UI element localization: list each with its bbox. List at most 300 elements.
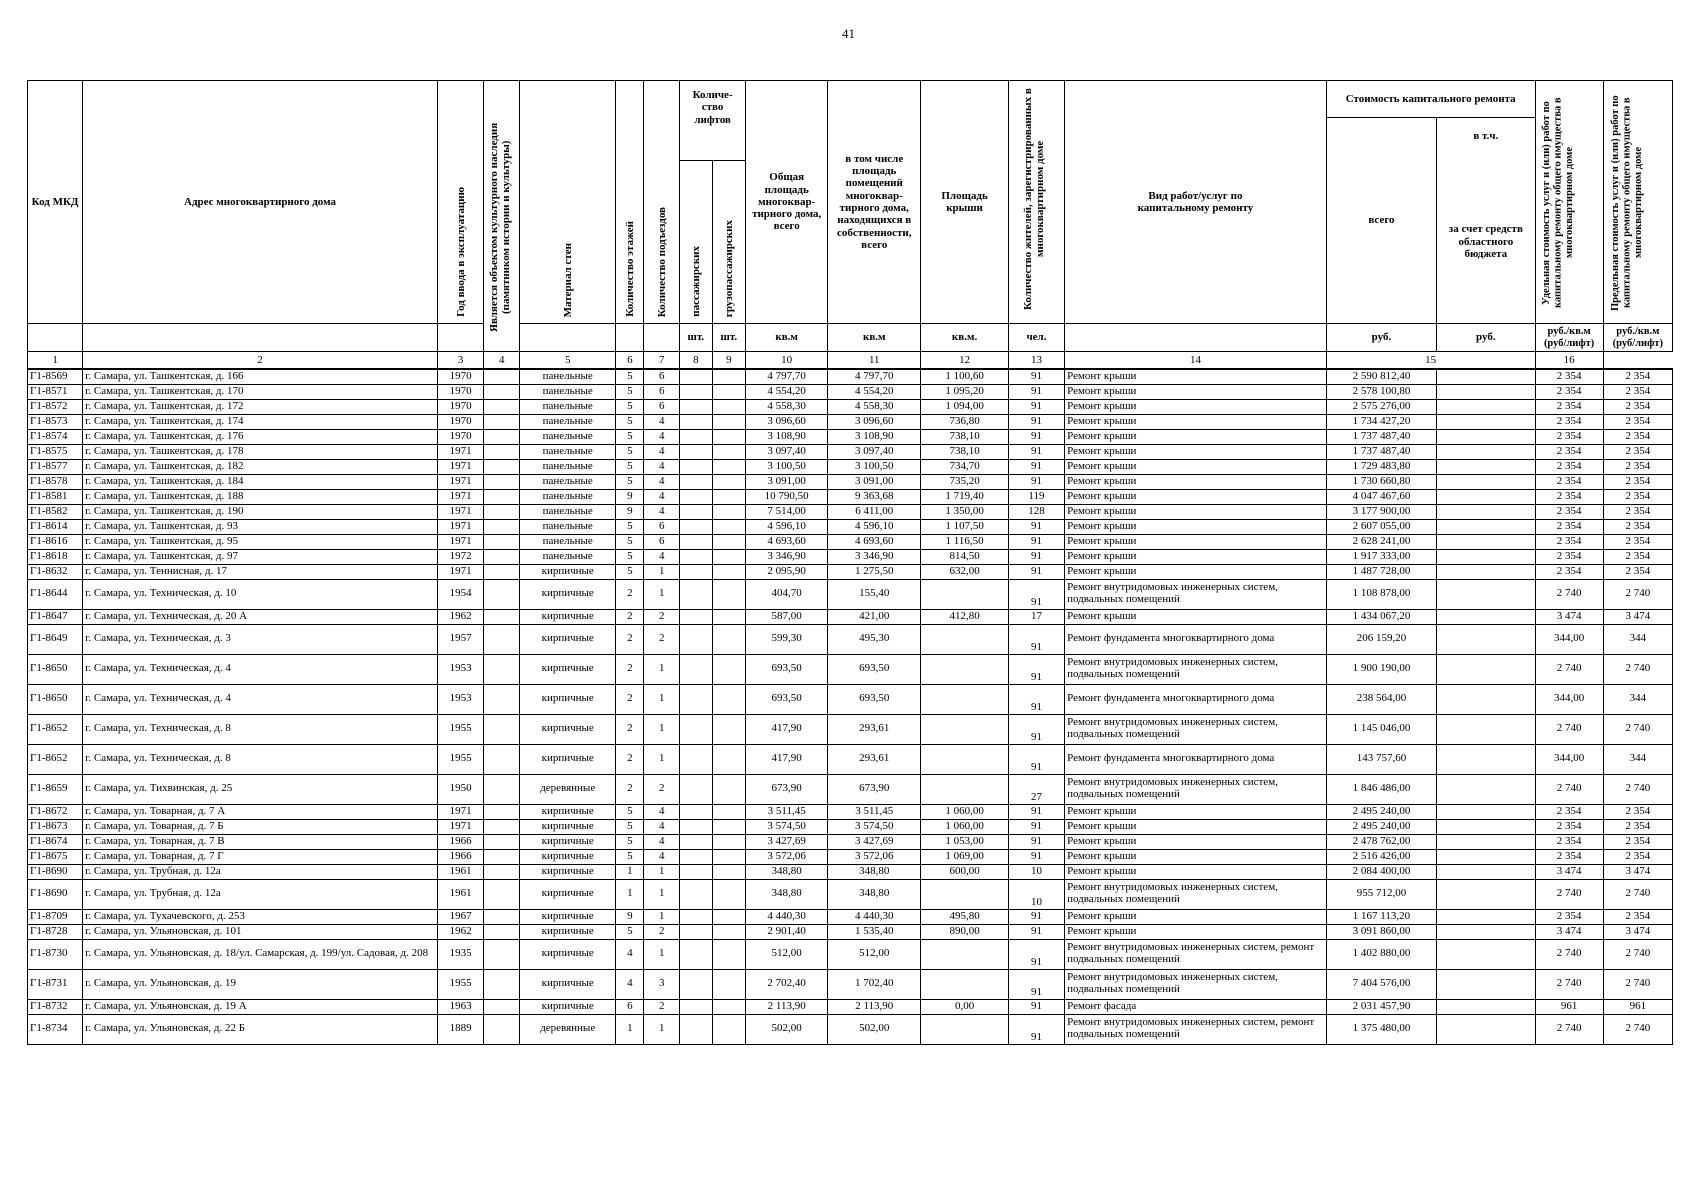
cell-unit-cost: 2 354 (1535, 474, 1603, 489)
cell-unit-cost: 2 354 (1535, 534, 1603, 549)
cell-entrances: 2 (644, 774, 680, 804)
cell-year: 1955 (437, 714, 484, 744)
header-residents: Количество жителей, зарегистрированных в многоквартирном доме (1008, 81, 1064, 324)
cell-cost-regional (1437, 834, 1535, 849)
table-row (28, 489, 1673, 504)
cell-address: г. Самара, ул. Товарная, д. 7 Г (83, 849, 438, 864)
cell-work-type: Ремонт крыши (1065, 534, 1327, 549)
cell-lifts-pass (680, 924, 712, 939)
cell-total-area: 3 096,60 (746, 414, 828, 429)
cell-floors: 2 (616, 684, 644, 714)
cell-cost-total: 2 607 055,00 (1326, 519, 1436, 534)
cell-residents: 91 (1008, 564, 1064, 579)
cell-lifts-cargo (712, 969, 746, 999)
cell-residents: 10 (1008, 879, 1064, 909)
cell-floors: 2 (616, 624, 644, 654)
column-number-row (28, 352, 1673, 370)
cell-owned-area: 4 693,60 (828, 534, 921, 549)
cell-heritage (484, 804, 520, 819)
cell-total-area: 3 097,40 (746, 444, 828, 459)
table-row (28, 804, 1673, 819)
cell-address: г. Самара, ул. Теннисная, д. 17 (83, 564, 438, 579)
cell-year: 1935 (437, 939, 484, 969)
cell-cost-total: 2 495 240,00 (1326, 819, 1436, 834)
cell-wall: кирпичные (520, 999, 616, 1014)
column-number: 14 (1065, 352, 1327, 370)
cell-lifts-pass (680, 804, 712, 819)
table-row (28, 684, 1673, 714)
table-row (28, 774, 1673, 804)
table-row (28, 474, 1673, 489)
cell-heritage (484, 414, 520, 429)
cell-wall: кирпичные (520, 609, 616, 624)
cell-floors: 5 (616, 834, 644, 849)
table-row (28, 714, 1673, 744)
cell-lifts-cargo (712, 459, 746, 474)
cell-code: Г1-8673 (28, 819, 83, 834)
cell-work-type: Ремонт крыши (1065, 384, 1327, 399)
cell-code: Г1-8649 (28, 624, 83, 654)
cell-residents: 91 (1008, 714, 1064, 744)
cell-unit-cost: 2 740 (1535, 774, 1603, 804)
cell-total-area: 4 558,30 (746, 399, 828, 414)
cell-wall: кирпичные (520, 744, 616, 774)
cell-limit-cost: 2 740 (1603, 969, 1672, 999)
cell-unit-cost: 2 354 (1535, 849, 1603, 864)
table-row (28, 579, 1673, 609)
cell-lifts-cargo (712, 714, 746, 744)
cell-cost-total: 2 495 240,00 (1326, 804, 1436, 819)
cell-limit-cost: 2 354 (1603, 549, 1672, 564)
cell-limit-cost: 344 (1603, 684, 1672, 714)
cell-floors: 5 (616, 444, 644, 459)
cell-heritage (484, 909, 520, 924)
cell-entrances: 4 (644, 429, 680, 444)
cell-residents: 91 (1008, 459, 1064, 474)
cell-floors: 5 (616, 429, 644, 444)
table-row (28, 369, 1673, 384)
cell-roof-area: 1 107,50 (921, 519, 1009, 534)
cell-floors: 2 (616, 579, 644, 609)
cell-residents: 91 (1008, 909, 1064, 924)
cell-lifts-cargo (712, 654, 746, 684)
table-row (28, 414, 1673, 429)
cell-residents: 128 (1008, 504, 1064, 519)
cell-wall: панельные (520, 534, 616, 549)
cell-floors: 2 (616, 774, 644, 804)
cell-lifts-pass (680, 444, 712, 459)
cell-cost-total: 4 047 467,60 (1326, 489, 1436, 504)
cell-code: Г1-8616 (28, 534, 83, 549)
cell-heritage (484, 489, 520, 504)
cell-entrances: 6 (644, 534, 680, 549)
cell-entrances: 4 (644, 474, 680, 489)
cell-owned-area: 3 100,50 (828, 459, 921, 474)
cell-entrances: 4 (644, 849, 680, 864)
cell-work-type: Ремонт фасада (1065, 999, 1327, 1014)
cell-entrances: 1 (644, 564, 680, 579)
cell-heritage (484, 834, 520, 849)
cell-lifts-cargo (712, 804, 746, 819)
cell-lifts-cargo (712, 534, 746, 549)
cell-limit-cost: 2 354 (1603, 384, 1672, 399)
cell-wall: кирпичные (520, 579, 616, 609)
cell-total-area: 4 596,10 (746, 519, 828, 534)
cell-entrances: 4 (644, 819, 680, 834)
cell-year: 1966 (437, 849, 484, 864)
cell-cost-total: 3 177 900,00 (1326, 504, 1436, 519)
cell-lifts-pass (680, 474, 712, 489)
cell-year: 1957 (437, 624, 484, 654)
cell-limit-cost: 2 354 (1603, 459, 1672, 474)
cell-residents: 27 (1008, 774, 1064, 804)
cell-cost-total: 1 730 660,80 (1326, 474, 1436, 489)
column-number: 15 (1326, 352, 1535, 370)
cell-work-type: Ремонт крыши (1065, 399, 1327, 414)
cell-cost-regional (1437, 564, 1535, 579)
cell-address: г. Самара, ул. Трубная, д. 12а (83, 879, 438, 909)
cell-residents: 91 (1008, 579, 1064, 609)
table-row (28, 444, 1673, 459)
header-code: Код МКД (28, 81, 83, 324)
cell-code: Г1-8732 (28, 999, 83, 1014)
cell-roof-area: 412,80 (921, 609, 1009, 624)
cell-lifts-cargo (712, 549, 746, 564)
cell-total-area: 3 091,00 (746, 474, 828, 489)
cell-total-area: 417,90 (746, 744, 828, 774)
table-row (28, 1014, 1673, 1044)
cell-owned-area: 9 363,68 (828, 489, 921, 504)
cell-lifts-pass (680, 489, 712, 504)
cell-cost-regional (1437, 444, 1535, 459)
cell-floors: 5 (616, 414, 644, 429)
cell-cost-total: 1 375 480,00 (1326, 1014, 1436, 1044)
cell-owned-area: 4 440,30 (828, 909, 921, 924)
cell-owned-area: 293,61 (828, 744, 921, 774)
cell-cost-regional (1437, 519, 1535, 534)
cell-year: 1950 (437, 774, 484, 804)
cell-total-area: 673,90 (746, 774, 828, 804)
cell-cost-regional (1437, 549, 1535, 564)
cell-unit-cost: 344,00 (1535, 744, 1603, 774)
cell-address: г. Самара, ул. Ульяновская, д. 19 А (83, 999, 438, 1014)
header-owned-area: в том числе площадь помещений многоквар-тирного дома, находящихся в собственности, всего (828, 81, 921, 324)
cell-work-type: Ремонт крыши (1065, 909, 1327, 924)
cell-heritage (484, 369, 520, 384)
cell-unit-cost: 2 354 (1535, 444, 1603, 459)
cell-residents: 91 (1008, 999, 1064, 1014)
cell-address: г. Самара, ул. Ташкентская, д. 184 (83, 474, 438, 489)
cell-roof-area (921, 684, 1009, 714)
cell-heritage (484, 519, 520, 534)
cell-roof-area: 738,10 (921, 429, 1009, 444)
cell-limit-cost: 2 354 (1603, 399, 1672, 414)
cell-cost-total: 2 084 400,00 (1326, 864, 1436, 879)
cell-code: Г1-8675 (28, 849, 83, 864)
cell-work-type: Ремонт крыши (1065, 819, 1327, 834)
cell-total-area: 3 108,90 (746, 429, 828, 444)
cell-floors: 5 (616, 384, 644, 399)
cell-heritage (484, 624, 520, 654)
cell-cost-total: 1 729 483,80 (1326, 459, 1436, 474)
cell-owned-area: 693,50 (828, 684, 921, 714)
cell-limit-cost: 2 354 (1603, 819, 1672, 834)
cell-lifts-pass (680, 384, 712, 399)
cell-limit-cost: 2 354 (1603, 909, 1672, 924)
cell-address: г. Самара, ул. Техническая, д. 4 (83, 684, 438, 714)
cell-floors: 5 (616, 369, 644, 384)
cell-residents: 91 (1008, 474, 1064, 489)
header-year: Год ввода в эксплуатацию (437, 81, 484, 324)
cell-unit-cost: 3 474 (1535, 864, 1603, 879)
cell-total-area: 417,90 (746, 714, 828, 744)
cell-total-area: 693,50 (746, 684, 828, 714)
cell-entrances: 4 (644, 489, 680, 504)
cell-roof-area: 1 095,20 (921, 384, 1009, 399)
cell-wall: кирпичные (520, 714, 616, 744)
cell-limit-cost: 2 354 (1603, 414, 1672, 429)
table-row (28, 939, 1673, 969)
cell-cost-total: 1 487 728,00 (1326, 564, 1436, 579)
cell-address: г. Самара, ул. Товарная, д. 7 А (83, 804, 438, 819)
cell-wall: панельные (520, 384, 616, 399)
cell-heritage (484, 1014, 520, 1044)
cell-owned-area: 2 113,90 (828, 999, 921, 1014)
cell-owned-area: 512,00 (828, 939, 921, 969)
cell-lifts-cargo (712, 519, 746, 534)
cell-heritage (484, 384, 520, 399)
cell-code: Г1-8690 (28, 879, 83, 909)
cell-entrances: 1 (644, 654, 680, 684)
cell-roof-area (921, 744, 1009, 774)
cell-wall: панельные (520, 489, 616, 504)
cell-floors: 5 (616, 459, 644, 474)
table-body (28, 369, 1673, 1044)
cell-year: 1971 (437, 819, 484, 834)
cell-floors: 1 (616, 879, 644, 909)
cell-entrances: 6 (644, 399, 680, 414)
cell-owned-area: 4 797,70 (828, 369, 921, 384)
cell-year: 1970 (437, 384, 484, 399)
column-number: 3 (437, 352, 484, 370)
cell-entrances: 4 (644, 459, 680, 474)
column-number: 13 (1008, 352, 1064, 370)
cell-wall: кирпичные (520, 969, 616, 999)
unit-roof-area: кв.м. (921, 324, 1009, 352)
cell-lifts-cargo (712, 834, 746, 849)
cell-work-type: Ремонт крыши (1065, 834, 1327, 849)
cell-lifts-pass (680, 429, 712, 444)
cell-limit-cost: 961 (1603, 999, 1672, 1014)
cell-total-area: 587,00 (746, 609, 828, 624)
cell-residents: 91 (1008, 429, 1064, 444)
cell-cost-total: 2 516 426,00 (1326, 849, 1436, 864)
cell-address: г. Самара, ул. Ташкентская, д. 93 (83, 519, 438, 534)
cell-lifts-cargo (712, 684, 746, 714)
cell-entrances: 4 (644, 414, 680, 429)
cell-limit-cost: 2 354 (1603, 564, 1672, 579)
cell-owned-area: 3 091,00 (828, 474, 921, 489)
cell-roof-area: 1 053,00 (921, 834, 1009, 849)
cell-year: 1971 (437, 444, 484, 459)
cell-lifts-cargo (712, 819, 746, 834)
cell-cost-regional (1437, 504, 1535, 519)
cell-address: г. Самара, ул. Ташкентская, д. 170 (83, 384, 438, 399)
table-row (28, 459, 1673, 474)
cell-floors: 2 (616, 609, 644, 624)
cell-residents: 91 (1008, 939, 1064, 969)
cell-roof-area: 0,00 (921, 999, 1009, 1014)
cell-cost-total: 1 737 487,40 (1326, 444, 1436, 459)
cell-owned-area: 155,40 (828, 579, 921, 609)
cell-year: 1955 (437, 969, 484, 999)
cell-code: Г1-8652 (28, 714, 83, 744)
cell-unit-cost: 2 354 (1535, 804, 1603, 819)
cell-cost-total: 1 900 190,00 (1326, 654, 1436, 684)
cell-address: г. Самара, ул. Техническая, д. 10 (83, 579, 438, 609)
cell-address: г. Самара, ул. Ульяновская, д. 19 (83, 969, 438, 999)
cell-code: Г1-8647 (28, 609, 83, 624)
cell-heritage (484, 459, 520, 474)
header-cost-total: всего (1326, 118, 1436, 324)
cell-cost-total: 3 091 860,00 (1326, 924, 1436, 939)
cell-limit-cost: 344 (1603, 624, 1672, 654)
cell-floors: 1 (616, 864, 644, 879)
cell-heritage (484, 504, 520, 519)
cell-heritage (484, 969, 520, 999)
cell-cost-regional (1437, 939, 1535, 969)
cell-cost-total: 1 434 067,20 (1326, 609, 1436, 624)
cell-address: г. Самара, ул. Ташкентская, д. 182 (83, 459, 438, 474)
cell-lifts-pass (680, 579, 712, 609)
cell-lifts-pass (680, 714, 712, 744)
cell-wall: панельные (520, 414, 616, 429)
cell-roof-area (921, 1014, 1009, 1044)
cell-cost-total: 1 917 333,00 (1326, 549, 1436, 564)
cell-unit-cost: 2 354 (1535, 819, 1603, 834)
cell-roof-area: 600,00 (921, 864, 1009, 879)
cell-entrances: 2 (644, 609, 680, 624)
cell-wall: кирпичные (520, 624, 616, 654)
cell-unit-cost: 2 354 (1535, 504, 1603, 519)
cell-address: г. Самара, ул. Ташкентская, д. 176 (83, 429, 438, 444)
cell-cost-total: 2 628 241,00 (1326, 534, 1436, 549)
cell-wall: панельные (520, 399, 616, 414)
table-row (28, 399, 1673, 414)
cell-wall: панельные (520, 504, 616, 519)
cell-heritage (484, 819, 520, 834)
cell-address: г. Самара, ул. Ташкентская, д. 95 (83, 534, 438, 549)
cell-unit-cost: 2 354 (1535, 399, 1603, 414)
table-row (28, 864, 1673, 879)
cell-cost-regional (1437, 369, 1535, 384)
cell-cost-regional (1437, 1014, 1535, 1044)
table-row (28, 384, 1673, 399)
header-limit-cost: Предельная стоимость услуг и (или) работ по капитальному ремонту общего имущества в многоквартирном доме (1603, 81, 1672, 324)
column-number: 1 (28, 352, 83, 370)
cell-total-area: 348,80 (746, 879, 828, 909)
cell-cost-total: 2 590 812,40 (1326, 369, 1436, 384)
cell-total-area: 502,00 (746, 1014, 828, 1044)
cell-residents: 91 (1008, 744, 1064, 774)
cell-lifts-pass (680, 909, 712, 924)
cell-total-area: 3 574,50 (746, 819, 828, 834)
cell-unit-cost: 2 354 (1535, 459, 1603, 474)
cell-floors: 5 (616, 819, 644, 834)
cell-lifts-cargo (712, 909, 746, 924)
cell-work-type: Ремонт крыши (1065, 519, 1327, 534)
cell-limit-cost: 2 354 (1603, 474, 1672, 489)
cell-lifts-cargo (712, 939, 746, 969)
cell-limit-cost: 2 354 (1603, 834, 1672, 849)
cell-owned-area: 293,61 (828, 714, 921, 744)
cell-unit-cost: 2 354 (1535, 489, 1603, 504)
table-row (28, 744, 1673, 774)
cell-year: 1971 (437, 519, 484, 534)
cell-cost-regional (1437, 819, 1535, 834)
cell-owned-area: 673,90 (828, 774, 921, 804)
column-number: 9 (712, 352, 746, 370)
cell-cost-regional (1437, 384, 1535, 399)
cell-entrances: 1 (644, 1014, 680, 1044)
cell-owned-area: 3 096,60 (828, 414, 921, 429)
cell-unit-cost: 961 (1535, 999, 1603, 1014)
cell-total-area: 4 440,30 (746, 909, 828, 924)
cell-code: Г1-8577 (28, 459, 83, 474)
cell-code: Г1-8650 (28, 654, 83, 684)
cell-address: г. Самара, ул. Товарная, д. 7 Б (83, 819, 438, 834)
cell-heritage (484, 429, 520, 444)
cell-floors: 5 (616, 849, 644, 864)
cell-total-area: 599,30 (746, 624, 828, 654)
cell-year: 1961 (437, 879, 484, 909)
cell-work-type: Ремонт крыши (1065, 474, 1327, 489)
cell-lifts-pass (680, 684, 712, 714)
cell-lifts-cargo (712, 444, 746, 459)
cell-code: Г1-8581 (28, 489, 83, 504)
cell-cost-regional (1437, 624, 1535, 654)
cell-lifts-pass (680, 564, 712, 579)
cell-owned-area: 1 702,40 (828, 969, 921, 999)
cell-heritage (484, 549, 520, 564)
cell-work-type: Ремонт внутридомовых инженерных систем, подвальных помещений (1065, 879, 1327, 909)
cell-code: Г1-8731 (28, 969, 83, 999)
cell-lifts-cargo (712, 999, 746, 1014)
cell-limit-cost: 2 354 (1603, 804, 1672, 819)
table-row (28, 624, 1673, 654)
cell-cost-regional (1437, 879, 1535, 909)
cell-wall: кирпичные (520, 924, 616, 939)
cell-wall: кирпичные (520, 909, 616, 924)
cell-residents: 91 (1008, 819, 1064, 834)
cell-wall: деревянные (520, 774, 616, 804)
cell-cost-total: 1 167 113,20 (1326, 909, 1436, 924)
table-row (28, 849, 1673, 864)
cell-work-type: Ремонт фундамента многоквартирного дома (1065, 684, 1327, 714)
cell-heritage (484, 924, 520, 939)
cell-lifts-pass (680, 864, 712, 879)
cell-heritage (484, 714, 520, 744)
cell-lifts-pass (680, 654, 712, 684)
unit-cost-total: руб. (1326, 324, 1436, 352)
cell-roof-area: 890,00 (921, 924, 1009, 939)
cell-floors: 5 (616, 564, 644, 579)
unit-owned-area: кв.м (828, 324, 921, 352)
cell-address: г. Самара, ул. Техническая, д. 8 (83, 714, 438, 744)
cell-residents: 91 (1008, 654, 1064, 684)
table-row (28, 834, 1673, 849)
cell-limit-cost: 2 354 (1603, 534, 1672, 549)
